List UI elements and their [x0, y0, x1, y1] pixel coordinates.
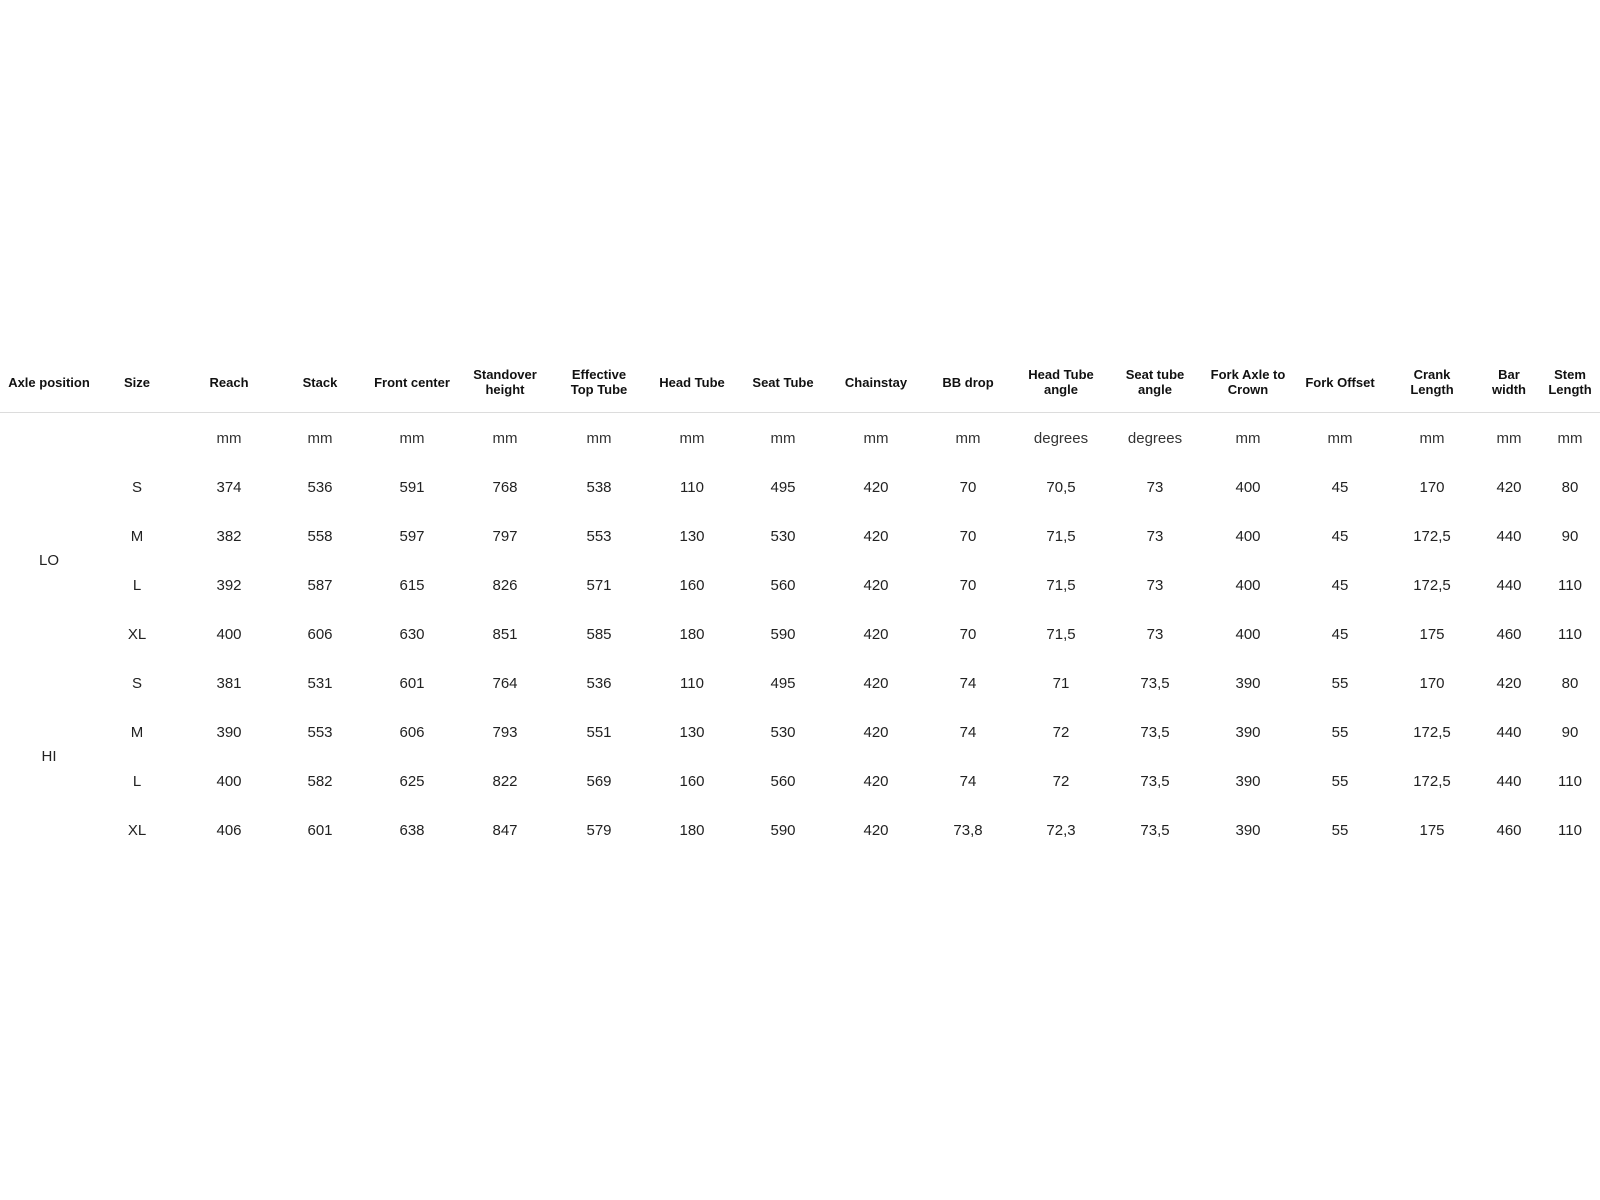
cell-bb-drop: 70 — [959, 528, 977, 545]
cell-fork-offset: 55 — [1331, 724, 1349, 741]
column-header-size: Size — [123, 374, 150, 390]
column-header-seat-tube-angle: Seat tube angle — [1125, 367, 1185, 397]
cell-seat-tube: 530 — [770, 528, 796, 545]
cell-head-tube-angle: 71,5 — [1046, 528, 1076, 545]
cell-seat-tube: 530 — [770, 724, 796, 741]
cell-fork-axle-to-crown: 390 — [1235, 675, 1261, 692]
table-row — [0, 512, 1600, 561]
unit-seat-tube: mm — [770, 429, 796, 447]
cell-seat-tube: 590 — [770, 822, 796, 839]
unit-standover-height: mm — [492, 429, 518, 447]
cell-reach: 382 — [216, 528, 242, 545]
cell-stem-length: 90 — [1561, 528, 1579, 545]
cell-chainstay: 420 — [863, 822, 889, 839]
cell-fork-offset: 55 — [1331, 822, 1349, 839]
unit-fork-axle-to-crown: mm — [1235, 429, 1261, 447]
cell-crank-length: 175 — [1419, 822, 1445, 839]
cell-seat-tube-angle: 73,5 — [1140, 675, 1170, 692]
cell-crank-length: 172,5 — [1413, 724, 1451, 741]
cell-bar-width: 460 — [1496, 822, 1522, 839]
unit-front-center: mm — [399, 429, 425, 447]
column-header-crank-length: Crank Length — [1410, 367, 1454, 397]
cell-head-tube-angle: 72 — [1052, 724, 1070, 741]
column-header-fork-axle-to-crown: Fork Axle to Crown — [1210, 367, 1286, 397]
cell-bar-width: 460 — [1496, 626, 1522, 643]
cell-stack: 582 — [307, 773, 333, 790]
cell-stem-length: 110 — [1558, 773, 1582, 790]
cell-stack: 553 — [307, 724, 333, 741]
cell-chainstay: 420 — [863, 675, 889, 692]
cell-chainstay: 420 — [863, 724, 889, 741]
table-row — [0, 610, 1600, 659]
cell-front-center: 625 — [399, 773, 425, 790]
cell-bar-width: 420 — [1496, 479, 1522, 496]
cell-chainstay: 420 — [863, 479, 889, 496]
cell-bb-drop: 74 — [959, 675, 977, 692]
column-header-bb-drop: BB drop — [942, 374, 994, 390]
cell-front-center: 606 — [399, 724, 425, 741]
table-row — [0, 561, 1600, 610]
unit-reach: mm — [216, 429, 242, 447]
cell-seat-tube-angle: 73,5 — [1140, 773, 1170, 790]
cell-reach: 390 — [216, 724, 242, 741]
column-header-front-center: Front center — [374, 374, 450, 390]
cell-stack: 558 — [307, 528, 333, 545]
cell-fork-offset: 45 — [1331, 479, 1349, 496]
cell-fork-axle-to-crown: 390 — [1235, 773, 1261, 790]
cell-standover-height: 826 — [492, 577, 518, 594]
cell-seat-tube-angle: 73 — [1146, 528, 1164, 545]
cell-bar-width: 440 — [1496, 773, 1522, 790]
cell-fork-offset: 55 — [1331, 675, 1349, 692]
column-header-bar-width: Bar width — [1492, 367, 1526, 397]
cell-reach: 400 — [216, 773, 242, 790]
column-header-axle-position: Axle position — [8, 374, 90, 390]
column-header-chainstay: Chainstay — [844, 374, 908, 390]
cell-reach: 406 — [216, 822, 242, 839]
cell-standover-height: 847 — [492, 822, 518, 839]
cell-fork-axle-to-crown: 400 — [1235, 479, 1261, 496]
unit-bb-drop: mm — [955, 429, 981, 447]
table-row — [0, 708, 1600, 757]
cell-chainstay: 420 — [863, 626, 889, 643]
cell-size: S — [131, 675, 142, 692]
column-header-standover-height: Standover height — [473, 367, 537, 397]
cell-stem-length: 110 — [1558, 822, 1582, 839]
cell-standover-height: 851 — [492, 626, 518, 643]
cell-head-tube-angle: 72,3 — [1046, 822, 1076, 839]
unit-effective-top-tube: mm — [586, 429, 612, 447]
column-header-seat-tube: Seat Tube — [752, 374, 814, 390]
unit-seat-tube-angle: degrees — [1127, 429, 1183, 447]
cell-front-center: 597 — [399, 528, 425, 545]
cell-reach: 392 — [216, 577, 242, 594]
cell-head-tube: 180 — [679, 626, 705, 643]
cell-size: L — [132, 577, 142, 594]
cell-reach: 381 — [216, 675, 242, 692]
geometry-table — [0, 352, 1600, 855]
cell-effective-top-tube: 553 — [586, 528, 612, 545]
cell-head-tube: 110 — [680, 479, 704, 496]
unit-fork-offset: mm — [1327, 429, 1353, 447]
cell-head-tube-angle: 72 — [1052, 773, 1070, 790]
table-header-row — [0, 352, 1600, 413]
unit-chainstay: mm — [863, 429, 889, 447]
unit-stem-length: mm — [1557, 429, 1583, 447]
cell-head-tube-angle: 71,5 — [1046, 577, 1076, 594]
cell-effective-top-tube: 551 — [586, 724, 612, 741]
cell-stem-length: 80 — [1561, 675, 1579, 692]
cell-front-center: 638 — [399, 822, 425, 839]
column-header-effective-top-tube: Effective Top Tube — [570, 367, 628, 397]
cell-seat-tube: 590 — [770, 626, 796, 643]
cell-size: M — [130, 724, 144, 741]
cell-head-tube-angle: 70,5 — [1046, 479, 1076, 496]
table-body — [0, 463, 1600, 855]
cell-head-tube: 130 — [679, 724, 705, 741]
cell-head-tube-angle: 71,5 — [1046, 626, 1076, 643]
cell-stack: 587 — [307, 577, 333, 594]
table-row — [0, 806, 1600, 855]
cell-standover-height: 822 — [492, 773, 518, 790]
cell-effective-top-tube: 571 — [586, 577, 612, 594]
cell-front-center: 601 — [399, 675, 425, 692]
cell-reach: 400 — [216, 626, 242, 643]
cell-stack: 531 — [307, 675, 333, 692]
unit-crank-length: mm — [1419, 429, 1445, 447]
cell-fork-offset: 45 — [1331, 528, 1349, 545]
cell-stack: 606 — [307, 626, 333, 643]
axle-position-label: HI — [41, 748, 57, 765]
cell-fork-offset: 55 — [1331, 773, 1349, 790]
cell-crank-length: 170 — [1419, 479, 1445, 496]
cell-standover-height: 797 — [492, 528, 518, 545]
cell-chainstay: 420 — [863, 577, 889, 594]
cell-seat-tube-angle: 73 — [1146, 626, 1164, 643]
cell-bar-width: 440 — [1496, 577, 1522, 594]
cell-stem-length: 80 — [1561, 479, 1579, 496]
cell-stack: 601 — [307, 822, 333, 839]
axle-position-label: LO — [38, 552, 60, 569]
cell-bb-drop: 70 — [959, 577, 977, 594]
cell-crank-length: 172,5 — [1413, 577, 1451, 594]
column-header-head-tube-angle: Head Tube angle — [1028, 367, 1094, 397]
cell-crank-length: 172,5 — [1413, 773, 1451, 790]
cell-size: XL — [127, 822, 147, 839]
cell-chainstay: 420 — [863, 773, 889, 790]
cell-seat-tube: 560 — [770, 773, 796, 790]
units-row — [0, 413, 1600, 463]
cell-bb-drop: 70 — [959, 479, 977, 496]
cell-seat-tube-angle: 73,5 — [1140, 724, 1170, 741]
cell-stem-length: 110 — [1558, 626, 1582, 643]
cell-front-center: 630 — [399, 626, 425, 643]
column-header-stack: Stack — [302, 374, 338, 390]
column-header-head-tube: Head Tube — [659, 374, 725, 390]
cell-seat-tube-angle: 73 — [1146, 479, 1164, 496]
cell-front-center: 615 — [399, 577, 425, 594]
cell-head-tube: 110 — [680, 675, 704, 692]
cell-fork-axle-to-crown: 390 — [1235, 822, 1261, 839]
cell-crank-length: 170 — [1419, 675, 1445, 692]
unit-stack: mm — [307, 429, 333, 447]
cell-effective-top-tube: 536 — [586, 675, 612, 692]
cell-standover-height: 768 — [492, 479, 518, 496]
cell-effective-top-tube: 569 — [586, 773, 612, 790]
table-row — [0, 463, 1600, 512]
cell-fork-axle-to-crown: 390 — [1235, 724, 1261, 741]
cell-crank-length: 175 — [1419, 626, 1445, 643]
cell-fork-axle-to-crown: 400 — [1235, 577, 1261, 594]
unit-bar-width: mm — [1496, 429, 1522, 447]
cell-effective-top-tube: 585 — [586, 626, 612, 643]
cell-fork-axle-to-crown: 400 — [1235, 528, 1261, 545]
column-header-stem-length: Stem Length — [1548, 367, 1592, 397]
cell-head-tube: 180 — [679, 822, 705, 839]
cell-bar-width: 440 — [1496, 528, 1522, 545]
cell-stack: 536 — [307, 479, 333, 496]
cell-size: S — [131, 479, 142, 496]
unit-head-tube-angle: degrees — [1033, 429, 1089, 447]
cell-effective-top-tube: 579 — [586, 822, 612, 839]
cell-head-tube: 160 — [679, 773, 705, 790]
column-header-fork-offset: Fork Offset — [1305, 374, 1375, 390]
cell-chainstay: 420 — [863, 528, 889, 545]
table-row — [0, 659, 1600, 708]
cell-reach: 374 — [216, 479, 242, 496]
cell-seat-tube: 495 — [770, 675, 796, 692]
cell-head-tube: 160 — [679, 577, 705, 594]
cell-effective-top-tube: 538 — [586, 479, 612, 496]
cell-fork-offset: 45 — [1331, 626, 1349, 643]
cell-bar-width: 420 — [1496, 675, 1522, 692]
table-row — [0, 757, 1600, 806]
cell-front-center: 591 — [399, 479, 425, 496]
unit-head-tube: mm — [679, 429, 705, 447]
cell-standover-height: 764 — [492, 675, 518, 692]
cell-seat-tube: 495 — [770, 479, 796, 496]
cell-size: M — [130, 528, 144, 545]
cell-fork-axle-to-crown: 400 — [1235, 626, 1261, 643]
cell-seat-tube-angle: 73,5 — [1140, 822, 1170, 839]
cell-stem-length: 90 — [1561, 724, 1579, 741]
cell-size: XL — [127, 626, 147, 643]
column-header-reach: Reach — [209, 374, 249, 390]
cell-head-tube: 130 — [679, 528, 705, 545]
cell-bar-width: 440 — [1496, 724, 1522, 741]
cell-seat-tube-angle: 73 — [1146, 577, 1164, 594]
cell-seat-tube: 560 — [770, 577, 796, 594]
cell-standover-height: 793 — [492, 724, 518, 741]
cell-size: L — [132, 773, 142, 790]
cell-crank-length: 172,5 — [1413, 528, 1451, 545]
cell-head-tube-angle: 71 — [1052, 675, 1070, 692]
cell-fork-offset: 45 — [1331, 577, 1349, 594]
cell-bb-drop: 70 — [959, 626, 977, 643]
cell-stem-length: 110 — [1558, 577, 1582, 594]
cell-bb-drop: 74 — [959, 773, 977, 790]
cell-bb-drop: 74 — [959, 724, 977, 741]
cell-bb-drop: 73,8 — [953, 822, 983, 839]
